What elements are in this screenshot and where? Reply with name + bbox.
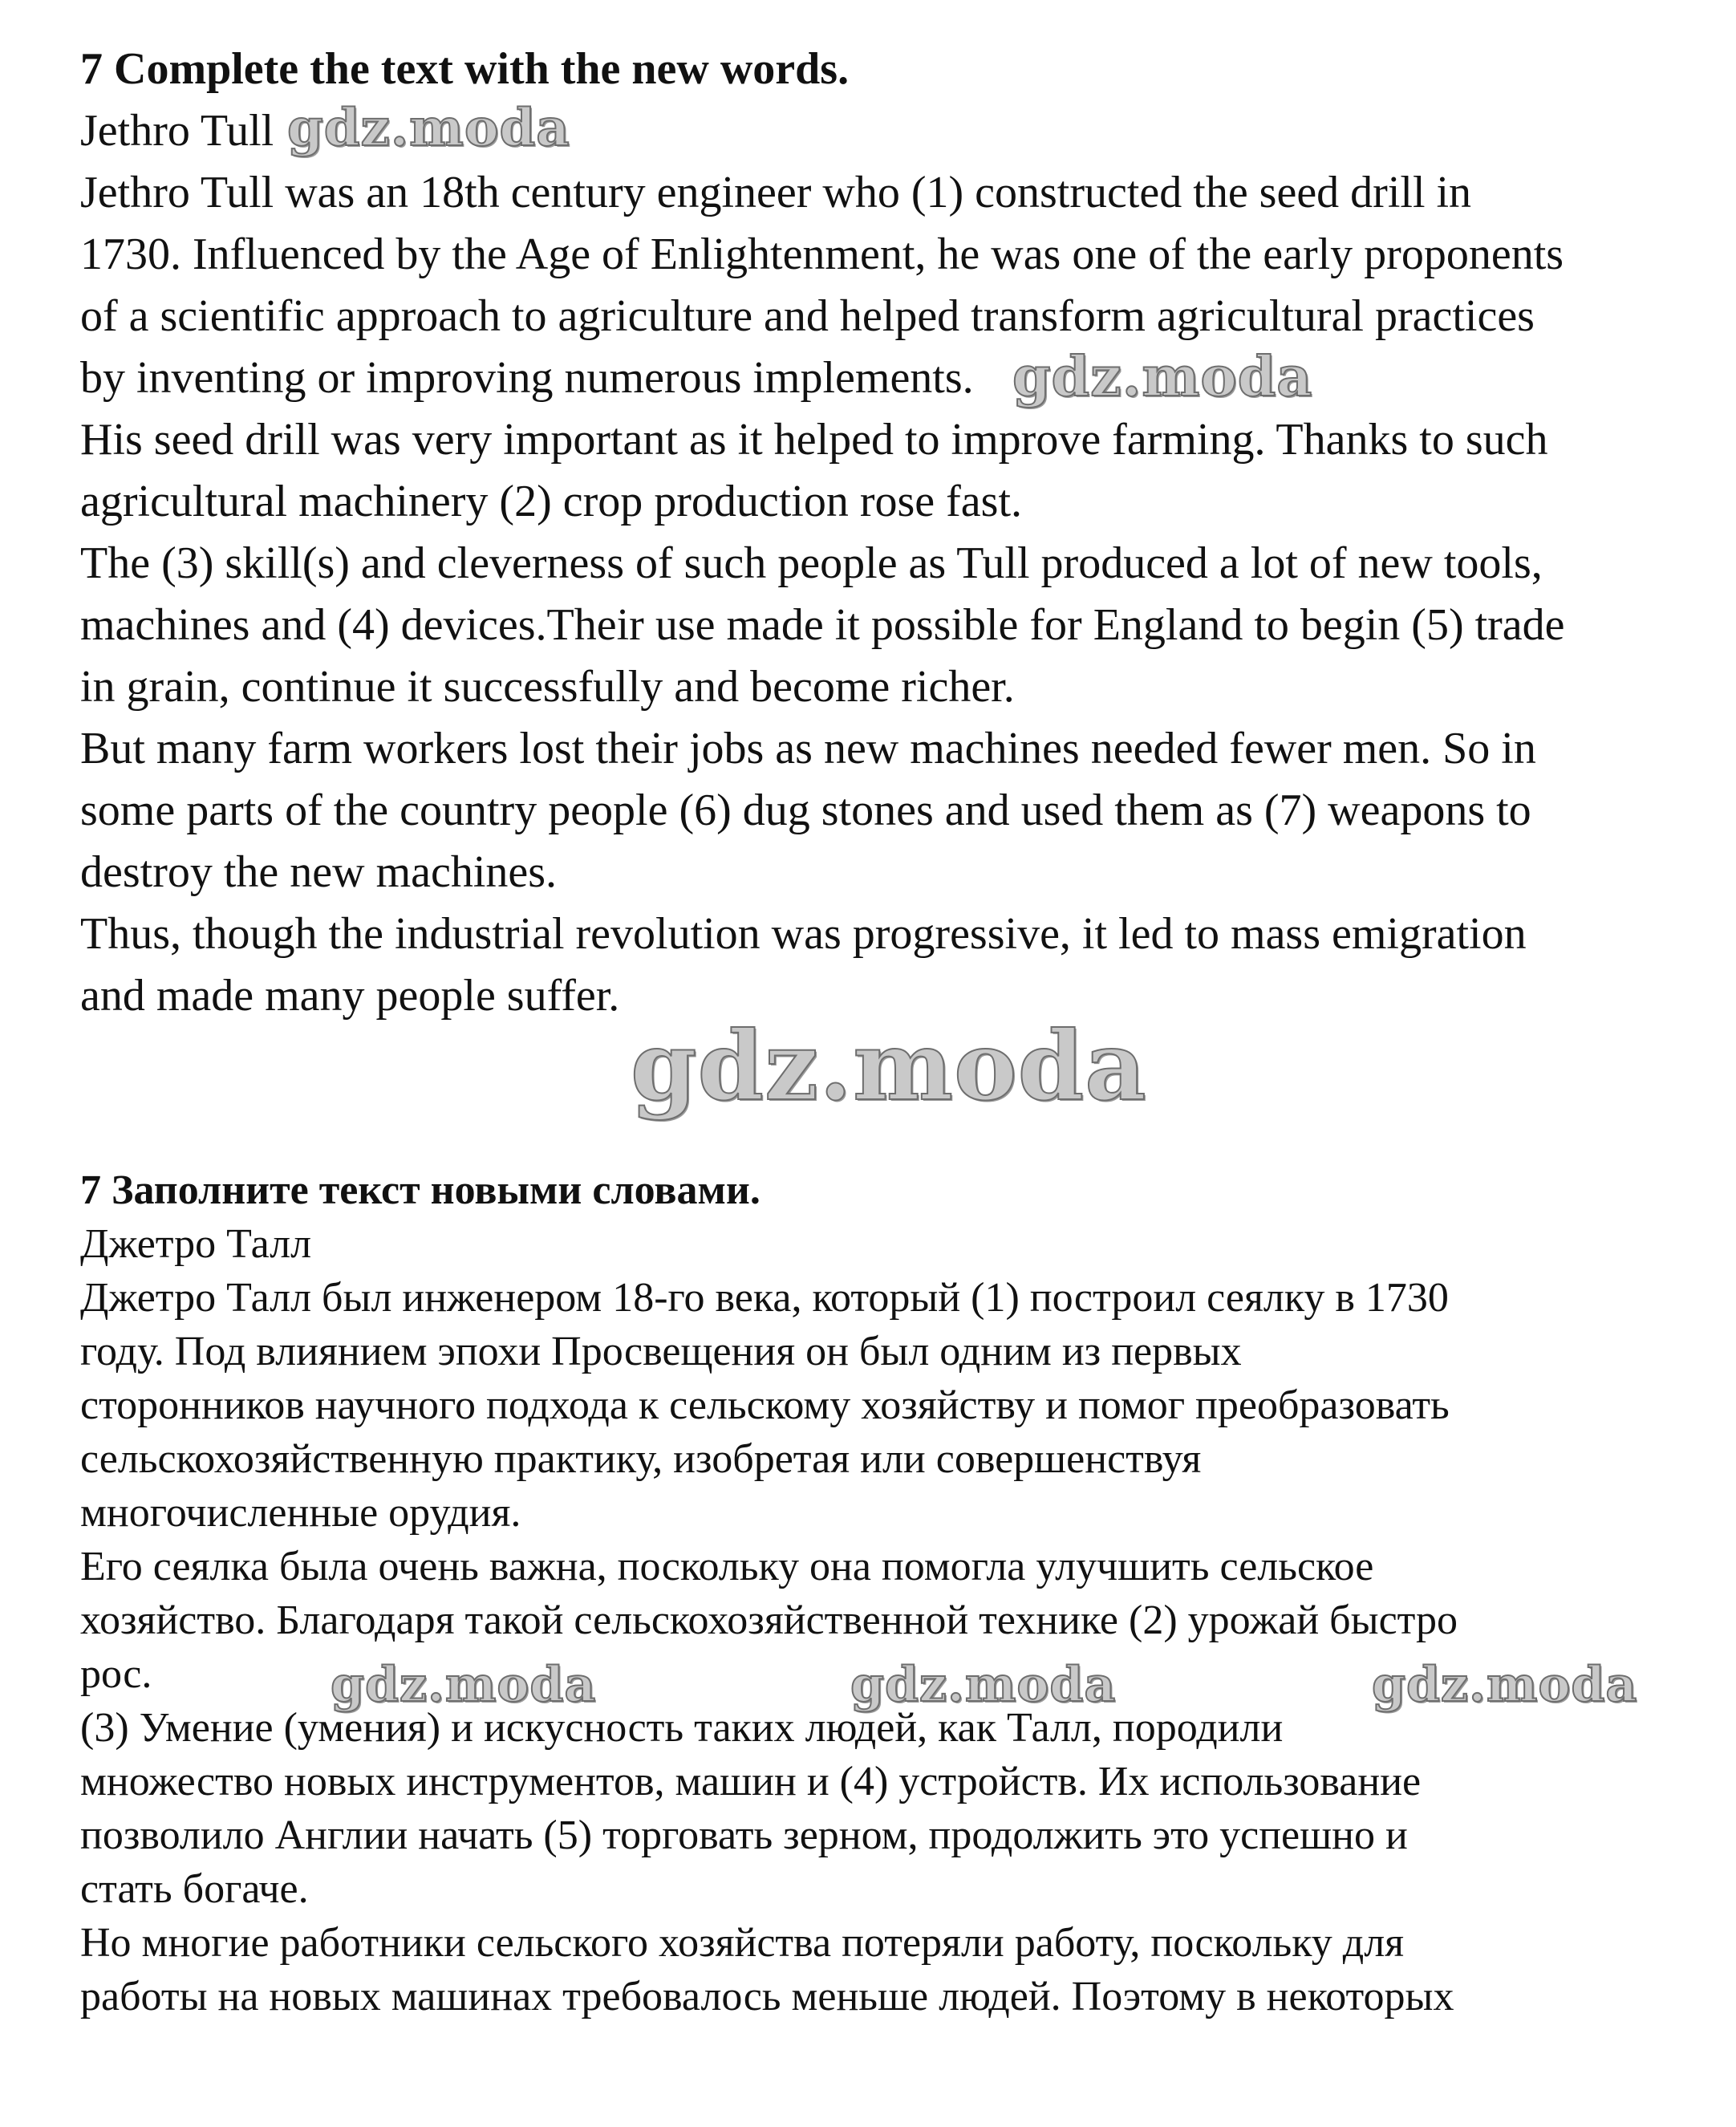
english-line: some parts of the country people (6) dug stones and used them as (7) weapons to (80, 785, 1531, 835)
english-line: in grain, continue it successfully and become richer. (80, 662, 1015, 712)
english-heading: 7 Complete the text with the new words. (80, 44, 850, 94)
watermark-logo: gdz.moda (331, 1657, 597, 1713)
russian-heading: 7 Заполните текст новыми словами. (80, 1167, 761, 1213)
russian-line: Его сеялка была очень важна, поскольку она помогла улучшить сельское (80, 1544, 1374, 1589)
english-line: and made many people suffer. (80, 971, 620, 1021)
english-line: of a scientific approach to agriculture and helped transform agricultural practices (80, 291, 1535, 341)
english-line: agricultural machinery (2) crop production rose fast. (80, 477, 1023, 526)
english-line: But many farm workers lost their jobs as new machines needed fewer men. So in (80, 724, 1536, 773)
watermark-logo: gdz.moda (287, 98, 570, 158)
english-line: machines and (4) devices.Their use made it possible for England to begin (5) trade (80, 600, 1565, 650)
english-line: His seed drill was very important as it helped to improve farming. Thanks to such (80, 415, 1548, 465)
russian-line: (3) Умение (умения) и искусность таких людей, как Талл, породили (80, 1705, 1284, 1751)
english-line: by inventing or improving numerous implements. (80, 353, 974, 403)
english-line: The (3) skill(s) and cleverness of such people as Tull produced a lot of new tools, (80, 538, 1543, 588)
russian-line: работы на новых машинах требовалось меньше людей. Поэтому в некоторых (80, 1974, 1454, 2019)
english-line: Thus, though the industrial revolution was progressive, it led to mass emigration (80, 909, 1527, 959)
russian-line: позволило Англии начать (5) торговать зерном, продолжить это успешно и (80, 1812, 1408, 1858)
russian-line: Джетро Талл был инженером 18-го века, который (1) построил сеялку в 1730 (80, 1275, 1449, 1321)
watermark-logo: gdz.moda (631, 1010, 1147, 1122)
russian-line: сельскохозяйственную практику, изобретая или совершенствуя (80, 1436, 1202, 1482)
russian-line: хозяйство. Благодаря такой сельскохозяйственной технике (2) урожай быстро (80, 1597, 1458, 1643)
russian-line: сторонников научного подхода к сельскому хозяйству и помог преобразовать (80, 1382, 1450, 1428)
russian-line: году. Под влиянием эпохи Просвещения он был одним из первых (80, 1329, 1242, 1374)
english-line: destroy the new machines. (80, 847, 558, 897)
russian-line: множество новых инструментов, машин и (4) устройств. Их использование (80, 1759, 1422, 1804)
watermark-logo: gdz.moda (1012, 345, 1313, 409)
russian-line: рос. (80, 1651, 152, 1697)
russian-line: Но многие работники сельского хозяйства потеряли работу, поскольку для (80, 1920, 1405, 1966)
russian-line: многочисленные орудия. (80, 1490, 521, 1536)
russian-line: стать богаче. (80, 1866, 309, 1912)
english-line: Jethro Tull was an 18th century engineer who (1) constructed the seed drill in (80, 168, 1472, 217)
russian-subtitle: Джетро Талл (80, 1221, 312, 1267)
english-line: 1730. Influenced by the Age of Enlightenment, he was one of the early proponents (80, 229, 1564, 279)
watermark-logo: gdz.moda (1372, 1657, 1638, 1713)
english-subtitle: Jethro Tull (80, 106, 274, 156)
watermark-logo: gdz.moda (850, 1657, 1117, 1713)
